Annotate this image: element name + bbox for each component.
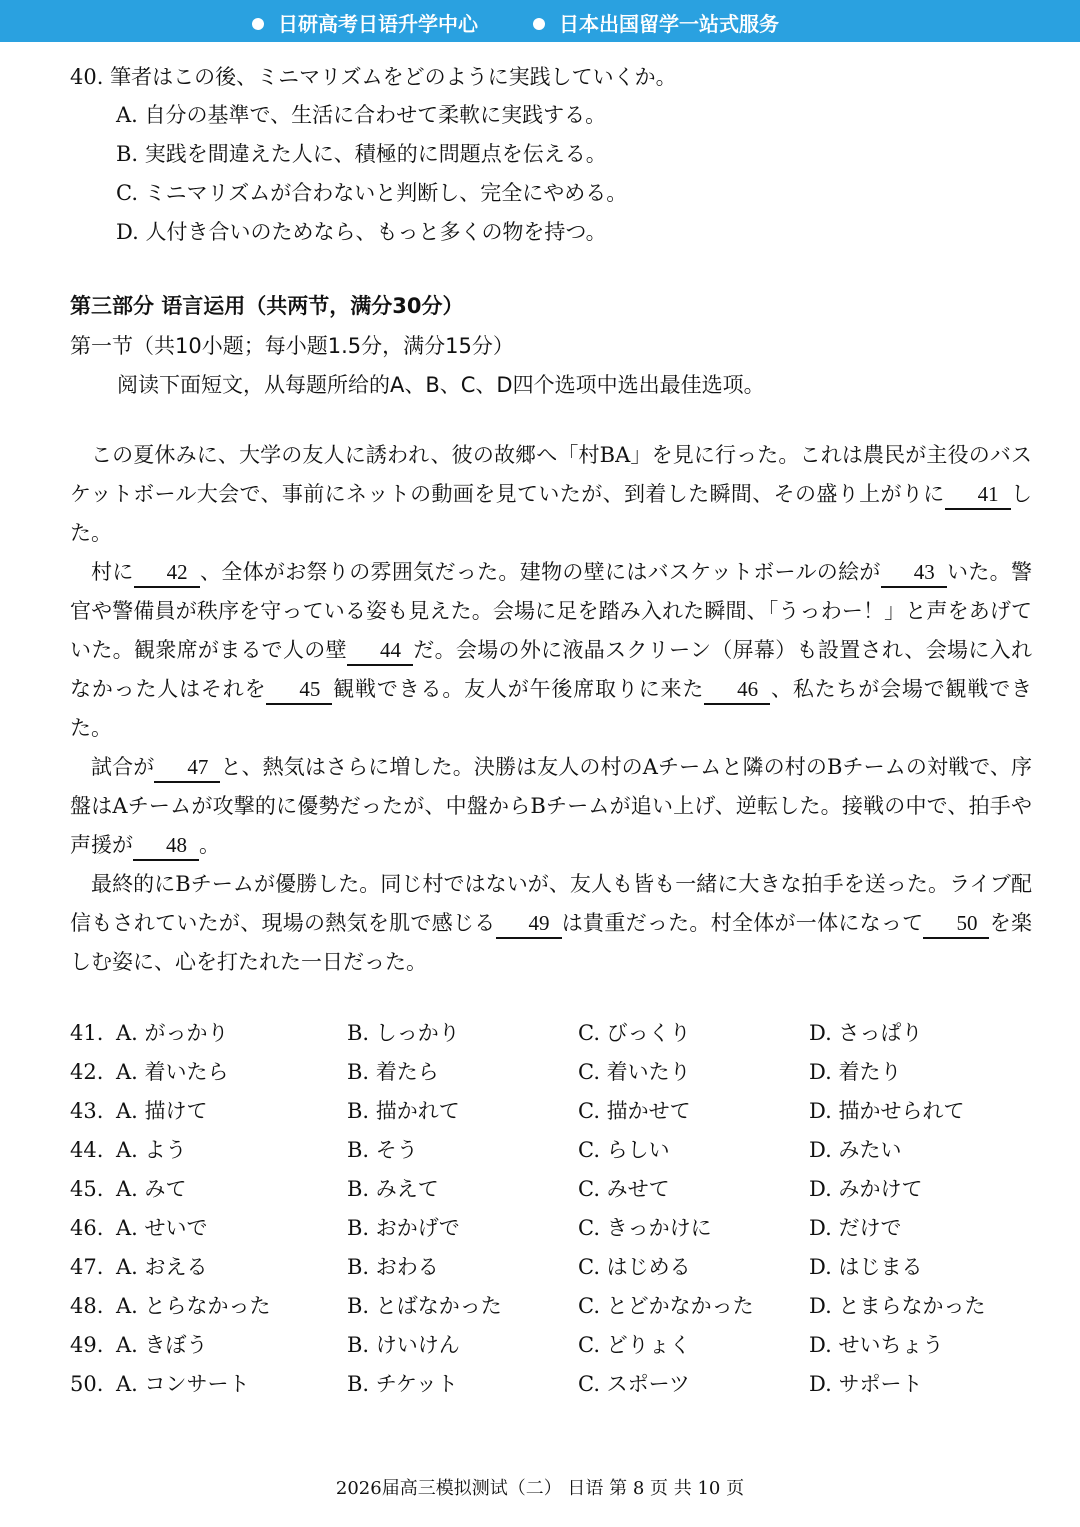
choice-number: 48.: [70, 1294, 104, 1318]
choice-c: C. 着いたり: [578, 1060, 691, 1084]
passage-text: 。: [199, 833, 220, 857]
choice-b: B. しっかり: [347, 1021, 460, 1045]
paragraph-3: [70, 748, 1032, 865]
choice-d: D. とまらなかった: [809, 1294, 986, 1318]
passage-text: この夏休みに、大学の友人に誘われ、彼の故郷へ「村BA」を見に行った。これは農民が主役のバスケットボール大会で、事前にネットの動画を見ていたが、到着した瞬間、その盛り上がりに: [70, 443, 1032, 506]
passage-text: いた。警官や警備員が秩序を守っている姿も見えた。会場に足を踏み入れた瞬間、「うっわー！」と声をあげていた。観衆席がまるで人の壁: [70, 560, 1032, 662]
blank-42: 42: [134, 558, 200, 588]
choice-number: 47.: [70, 1255, 104, 1279]
choice-number: 45.: [70, 1177, 104, 1201]
choice-row-50: [70, 1369, 1030, 1408]
choice-row-41: [70, 1018, 1030, 1057]
choice-number: 49.: [70, 1333, 104, 1357]
page-footer: 2026届高三模拟测试（二） 日语 第 8 页 共 10 页: [335, 1478, 745, 1499]
choice-b: B. 描かれて: [347, 1099, 460, 1123]
header-right-text: 日本出国留学一站式服务: [559, 12, 779, 36]
choice-row-49: [70, 1330, 1030, 1369]
option-b: B. 実践を間違えた人に、積極的に問題点を伝える。: [116, 142, 607, 166]
choice-number: 50.: [70, 1372, 104, 1396]
choice-a: A. きぼう: [116, 1333, 208, 1357]
choice-row-47: [70, 1252, 1030, 1291]
choice-c: C. スポーツ: [578, 1372, 690, 1396]
reading-passage: [70, 436, 1032, 982]
option-c: C. ミニマリズムが合わないと判断し、完全にやめる。: [116, 181, 628, 205]
choice-b: B. とばなかった: [347, 1294, 502, 1318]
passage-text: と、熱気はさらに増した。決勝は友人の村のAチームと隣の村のBチームの対戦で、序盤はAチームが攻撃的に優勢だったが、中盤からBチームが追い上げ、逆転した。接戦の中で、拍手や声援が: [70, 755, 1032, 857]
choice-d: D. 描かせられて: [809, 1099, 965, 1123]
passage-text: だ。会場の外に液晶スクリーン（屏幕）も設置され、会場に入れなかった人はそれを: [70, 638, 1032, 701]
section-instruction: 阅读下面短文，从每题所给的A、B、C、D四个选项中选出最佳选项。: [117, 373, 765, 397]
choice-c: C. とどかなかった: [578, 1294, 754, 1318]
passage-text: 、全体がお祭りの雰囲気だった。建物の壁にはバスケットボールの絵が: [199, 560, 881, 584]
header-left: [252, 8, 478, 37]
choice-d: D. サポート: [809, 1372, 923, 1396]
paragraph-4: [70, 865, 1032, 982]
choice-number: 42.: [70, 1060, 104, 1084]
answer-choices: [70, 1018, 1030, 1408]
header-right: [533, 8, 779, 37]
blank-50: 50: [923, 909, 989, 939]
passage-text: を楽しむ姿に、心を打たれた一日だった。: [70, 911, 1033, 974]
passage-text: 試合が: [91, 755, 155, 779]
question-stem: 40. 筆者はこの後、ミニマリズムをどのように実践していくか。: [70, 65, 677, 89]
blank-45: 45: [266, 675, 332, 705]
passage-text: 最終的にBチームが優勝した。同じ村ではないが、友人も皆も一緒に大きな拍手を送った。ライブ配信もされていたが、現場の熱気を肌で感じる: [70, 872, 1032, 935]
choice-number: 44.: [70, 1138, 104, 1162]
paragraph-2: [70, 553, 1032, 748]
choice-a: A. とらなかった: [116, 1294, 271, 1318]
choice-row-42: [70, 1057, 1030, 1096]
choice-d: D. だけで: [809, 1216, 902, 1240]
bullet-icon: [533, 18, 545, 30]
question-40: [70, 62, 1030, 256]
choice-a: A. がっかり: [116, 1021, 229, 1045]
blank-44: 44: [347, 636, 413, 666]
choice-row-45: [70, 1174, 1030, 1213]
choice-b: B. みえて: [347, 1177, 439, 1201]
choice-d: D. はじまる: [809, 1255, 923, 1279]
choice-a: A. みて: [116, 1177, 187, 1201]
choice-c: C. はじめる: [578, 1255, 691, 1279]
section-title: 第三部分 语言运用（共两节，满分30分）: [70, 294, 464, 318]
choice-b: B. けいけん: [347, 1333, 460, 1357]
paragraph-1: [70, 436, 1032, 553]
choice-d: D. みたい: [809, 1138, 902, 1162]
blank-46: 46: [704, 675, 770, 705]
section-subtitle: 第一节（共10小题；每小题1.5分，满分15分）: [70, 334, 514, 358]
choice-a: A. よう: [116, 1138, 187, 1162]
passage-text: 観戦できる。友人が午後席取りに来た: [332, 677, 705, 701]
choice-row-46: [70, 1213, 1030, 1252]
passage-text: 村に: [91, 560, 134, 584]
choice-number: 41.: [70, 1021, 104, 1045]
blank-49: 49: [496, 909, 562, 939]
choice-row-44: [70, 1135, 1030, 1174]
choice-d: D. みかけて: [809, 1177, 923, 1201]
choice-c: C. 描かせて: [578, 1099, 691, 1123]
choice-b: B. おかげで: [347, 1216, 460, 1240]
choice-c: C. らしい: [578, 1138, 670, 1162]
choice-a: A. 描けて: [116, 1099, 208, 1123]
choice-b: B. おわる: [347, 1255, 439, 1279]
choice-d: D. さっぱり: [809, 1021, 923, 1045]
choice-b: B. 着たら: [347, 1060, 439, 1084]
blank-43: 43: [881, 558, 947, 588]
choice-row-43: [70, 1096, 1030, 1135]
choice-b: B. チケット: [347, 1372, 458, 1396]
choice-c: C. どりょく: [578, 1333, 691, 1357]
passage-text: は貴重だった。村全体が一体になって: [561, 911, 924, 935]
passage-text: 、私たちが会場で観戦できた。: [70, 677, 1033, 740]
choice-a: A. おえる: [116, 1255, 208, 1279]
choice-c: C. きっかけに: [578, 1216, 712, 1240]
choice-d: D. 着たり: [809, 1060, 902, 1084]
choice-d: D. せいちょう: [809, 1333, 944, 1357]
bullet-icon: [252, 18, 264, 30]
choice-a: A. せいで: [116, 1216, 208, 1240]
choice-b: B. そう: [347, 1138, 418, 1162]
choice-a: A. 着いたら: [116, 1060, 229, 1084]
choice-number: 46.: [70, 1216, 104, 1240]
choice-a: A. コンサート: [116, 1372, 250, 1396]
header-left-text: 日研高考日语升学中心: [278, 12, 478, 36]
choice-c: C. びっくり: [578, 1021, 691, 1045]
choice-row-48: [70, 1291, 1030, 1330]
choice-c: C. みせて: [578, 1177, 670, 1201]
blank-47: 47: [154, 753, 220, 783]
blank-48: 48: [133, 831, 199, 861]
option-d: D. 人付き合いのためなら、もっと多くの物を持つ。: [116, 220, 607, 244]
header-banner: [0, 0, 1080, 42]
passage-text: した。: [70, 482, 1033, 545]
blank-41: 41: [945, 480, 1011, 510]
option-a: A. 自分の基準で、生活に合わせて柔軟に実践する。: [116, 103, 607, 127]
choice-number: 43.: [70, 1099, 104, 1123]
